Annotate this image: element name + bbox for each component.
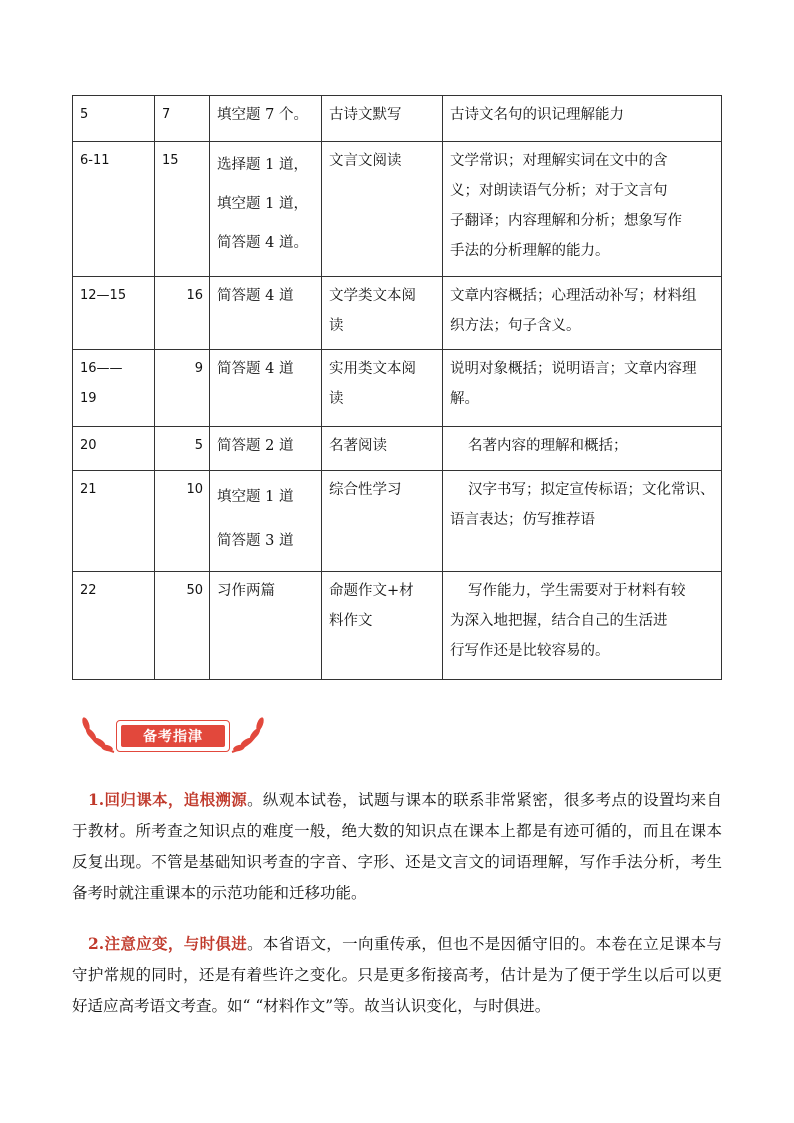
- question-type-cell: 简答题 4 道: [210, 277, 322, 350]
- table-row: [73, 96, 722, 142]
- score-cell: 5: [155, 427, 210, 471]
- ability-cell: 文章内容概括；心理活动补写；材料组 织方法；句子含义。: [443, 277, 722, 350]
- paragraph-2: [72, 928, 722, 1022]
- question-type-cell: 简答题 4 道: [210, 350, 322, 427]
- ability-cell: 说明对象概括；说明语言；文章内容理 解。: [443, 350, 722, 427]
- content-cell: 名著阅读: [322, 427, 443, 471]
- question-number-cell: 21: [73, 471, 155, 572]
- question-number-cell: 12—15: [73, 277, 155, 350]
- question-number-cell: 22: [73, 572, 155, 680]
- laurel-right-icon: [228, 714, 268, 756]
- paragraph-2-text: 。本省语文，一向重传承，但也不是因循守旧的。本卷在立足课本与守护常规的同时，还是有着些许之变化。只是更多衔接高考，估计是为了便于学生以后可以更好适应高考语文考查。如“ “材料作文”等。故当认识变化，与时俱进。: [72, 935, 722, 1015]
- question-number-cell: 16—— 19: [73, 350, 155, 427]
- paragraph-1-heading: 1.回归课本，追根溯源: [88, 790, 248, 809]
- paragraph-1: [72, 784, 722, 909]
- laurel-left-icon: [78, 714, 118, 756]
- ability-cell: 汉字书写；拟定宣传标语；文化常识、 语言表达；仿写推荐语: [443, 471, 722, 572]
- question-number-cell: 6-11: [73, 142, 155, 277]
- question-type-cell: 简答题 2 道: [210, 427, 322, 471]
- content-cell: 文言文阅读: [322, 142, 443, 277]
- table-row: [73, 572, 722, 680]
- exam-structure-table: [72, 95, 722, 680]
- question-type-cell: 习作两篇: [210, 572, 322, 680]
- table-row: [73, 277, 722, 350]
- table-row: [73, 142, 722, 277]
- content-cell: 综合性学习: [322, 471, 443, 572]
- content-cell: 命题作文+材 料作文: [322, 572, 443, 680]
- ability-cell: 古诗文名句的识记理解能力: [443, 96, 722, 142]
- content-cell: 文学类文本阅 读: [322, 277, 443, 350]
- table-row: [73, 427, 722, 471]
- section-title-tag: [116, 720, 230, 752]
- content-cell: 古诗文默写: [322, 96, 443, 142]
- score-cell: 7: [155, 96, 210, 142]
- table-row: [73, 471, 722, 572]
- question-number-cell: 5: [73, 96, 155, 142]
- ability-cell: 写作能力，学生需要对于材料有较 为深入地把握，结合自己的生活进 行写作还是比较容易的。: [443, 572, 722, 680]
- score-cell: 16: [155, 277, 210, 350]
- score-cell: 10: [155, 471, 210, 572]
- question-number-cell: 20: [73, 427, 155, 471]
- content-cell: 实用类文本阅 读: [322, 350, 443, 427]
- score-cell: 9: [155, 350, 210, 427]
- ability-cell: 文学常识；对理解实词在文中的含 义；对朗读语气分析；对于文言句 子翻译；内容理解和分析；想象写作 手法的分析理解的能力。: [443, 142, 722, 277]
- question-type-cell: 选择题 1 道， 填空题 1 道， 简答题 4 道。: [210, 142, 322, 277]
- paragraph-1-text: 。纵观本试卷，试题与课本的联系非常紧密，很多考点的设置均来自于教材。所考查之知识点的难度一般，绝大数的知识点在课本上都是有迹可循的，而且在课本反复出现。不管是基础知识考查的字音、字形、还是文言文的词语理解，写作手法分析，考生备考时就注重课本的示范功能和迁移功能。: [72, 791, 722, 902]
- score-cell: 15: [155, 142, 210, 277]
- question-type-cell: 填空题 7 个。: [210, 96, 322, 142]
- ability-cell: 名著内容的理解和概括；: [443, 427, 722, 471]
- question-type-cell: 填空题 1 道 简答题 3 道: [210, 471, 322, 572]
- table-row: [73, 350, 722, 427]
- paragraph-2-heading: 2.注意应变，与时俱进: [88, 934, 248, 953]
- section-banner: [78, 714, 268, 756]
- section-title: 备考指津: [121, 725, 225, 747]
- score-cell: 50: [155, 572, 210, 680]
